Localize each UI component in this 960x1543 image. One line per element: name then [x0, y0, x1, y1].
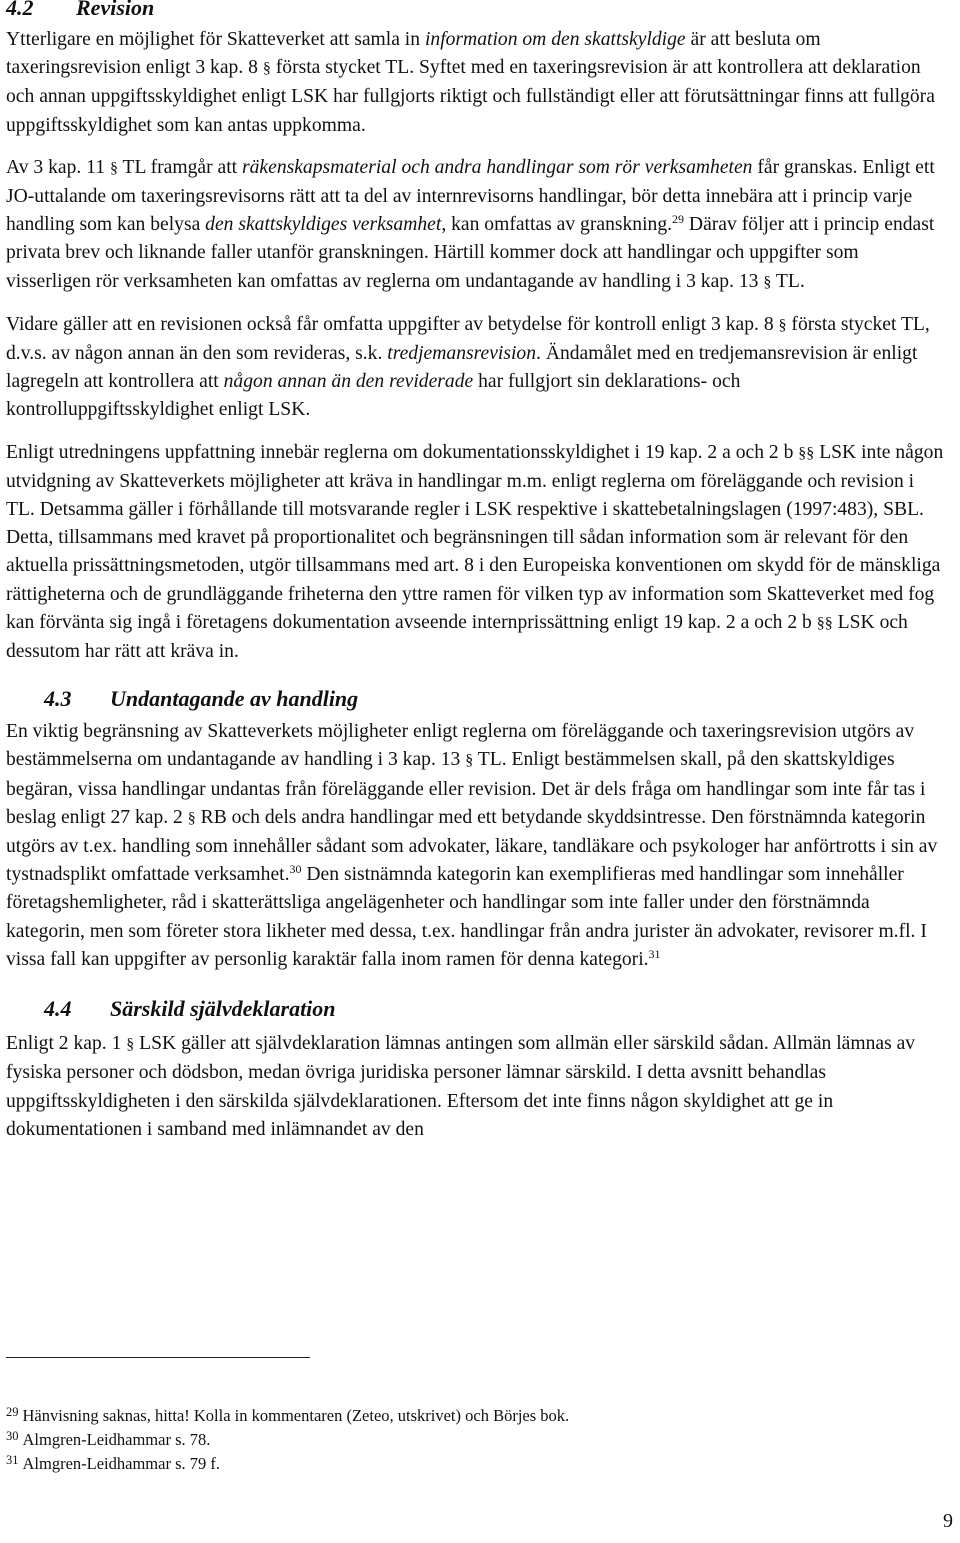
section-symbol: §	[763, 273, 772, 291]
italic-run: någon annan än den reviderade	[223, 371, 474, 393]
text-run: , kan omfattas av granskning.	[441, 214, 673, 236]
footnote-number: 30	[6, 1429, 19, 1443]
section-number: 4.2	[6, 0, 34, 20]
paragraph-6	[6, 1030, 946, 1144]
paragraph-3	[6, 311, 946, 425]
section-title: Undantagande av handling	[110, 686, 359, 712]
page-number: 9	[943, 1510, 953, 1532]
italic-run: räkenskapsmaterial och andra handlingar som rör verksamheten	[242, 156, 753, 178]
section-number: 4.3	[44, 686, 72, 712]
footnote-31	[6, 1450, 220, 1474]
footnote-29	[6, 1402, 569, 1426]
text-run: TL. Enligt bestämmelsen skall, på den skattskyldiges begäran, vissa handlingar undantas från föreläggande eller revision. Det är dels fråga om handlingar som inte får tas i beslag enligt 27 kap. 2	[6, 749, 926, 828]
text-run: LSK inte någon utvidgning av Skatteverkets möjligheter att kräva in handlingar m.m. enligt reglerna om föreläggande och revision i TL. Detsamma gäller i förhållande till motsvarande regler i LSK respektive i skattebetalningslagen (1997:483), SBL. Detta, tillsammans med kravet på proportionalitet och begränsningen till sådan information som är relevant för den aktuella prissättningsmetoden, utgör tillsammans med art. 8 i den Europeiska konventionen om skydd för de mänskliga rättigheterna och de grundläggande friheterna den yttre ramen för vilken typ av information som Skatteverket med fog kan förvänta sig ingå i företagens dokumentation avseende internprissättning enligt 19 kap. 2 a och 2 b	[6, 441, 944, 633]
paragraph-1	[6, 26, 946, 140]
footnote-30	[6, 1426, 210, 1450]
text-run: Enligt 2 kap. 1	[6, 1033, 127, 1055]
text-run: har fullgjort sin deklarations- och kontrolluppgiftsskyldighet enligt LSK.	[6, 371, 741, 421]
section-symbol: §	[262, 60, 271, 78]
text-run: TL.	[771, 270, 805, 292]
text-run: RB och dels andra handlingar med ett betydande skyddsintresse. Den förstnämnda kategorin utgörs av t.ex. handling som innehåller sådant som advokater, läkare, tandläkare och psykologer har anförtrotts i sin av tystnadsplikt omfattade verksamhet.	[6, 806, 938, 886]
text-run: LSK och dessutom har rätt att kräva in.	[6, 611, 908, 663]
footnote-text: Hänvisning saknas, hitta! Kolla in kommentaren (Zeteo, utskrivet) och Börjes bok.	[22, 1406, 570, 1425]
section-title: Revision	[76, 0, 155, 20]
paragraph-4	[6, 439, 946, 667]
italic-run: information om den skattskyldige	[424, 29, 686, 50]
text-run: Av 3 kap. 11	[6, 156, 110, 178]
section-heading-4-3	[6, 686, 946, 712]
text-run: LSK gäller att självdeklaration lämnas antingen som allmän eller särskild sådan. Allmän lämnas av fysiska personer och dödsbon, medan övriga juridiska personer lämnar särskild. I detta avsnitt behandlas uppgiftsskyldigheten i den särskilda självdeklarationen. Eftersom det inte finns någon skyldighet att ge in dokumentationen i samband med inlämnandet av den	[6, 1033, 916, 1140]
text-run: TL framgår att	[117, 156, 242, 178]
footnote-number: 29	[6, 1405, 19, 1419]
section-title: Särskild självdeklaration	[110, 996, 336, 1022]
text-run: första stycket TL, d.v.s. av någon annan än den som revideras, s.k.	[6, 313, 930, 365]
text-run: första stycket TL. Syftet med en taxeringsrevision är att kontrollera att deklaration och annan uppgiftsskyldighet enligt LSK har fullgjorts riktigt och fullständigt eller att förutsättningar finns att fullgöra uppgiftsskyldighet som kan antas uppkomma.	[6, 57, 935, 136]
section-symbol: §	[187, 809, 196, 827]
text-run: Vidare gäller att en revisionen också får omfatta uppgifter av betydelse för kontroll enligt 3 kap. 8	[6, 313, 779, 335]
footnote-text: Almgren-Leidhammar s. 79 f.	[22, 1454, 220, 1473]
text-run: Den sistnämnda kategorin kan exemplifieras med handlingar som innehåller företagshemligheter, råd i skatterättsliga angelägenheter och handlingar som inte faller under den förstnämnda kategorin, men som företer stora likheter med dessa, t.ex. handlingar från andra jurister än advokater, revisorer m.fl. I vissa fall kan uppgifter av personlig karaktär falla inom ramen för denna kategori.	[6, 864, 927, 970]
footnote-ref-30[interactable]: 30	[289, 862, 302, 877]
text-run: får granskas. Enligt ett JO-uttalande om taxeringsrevisorns rätt att ta del av internrevisorns handlingar, bör detta innebära att i princip varje handling som kan belysa	[6, 156, 935, 236]
footnote-number: 31	[6, 1453, 19, 1467]
page-body	[6, 0, 946, 1144]
paragraph-5	[6, 718, 946, 974]
text-run: Enligt utredningens uppfattning innebär reglerna om dokumentationsskyldighet i 19 kap. 2 a och 2 b	[6, 441, 799, 463]
section-heading-4-4	[6, 996, 946, 1022]
text-run: Ytterligare en möjlighet för Skatteverket att samla in	[6, 29, 425, 50]
paragraph-2	[6, 154, 946, 297]
section-symbol: §	[465, 752, 474, 770]
section-symbol: §	[109, 159, 118, 177]
footnote-separator	[6, 1357, 310, 1358]
section-number: 4.4	[44, 996, 72, 1022]
section-heading-4-2	[6, 0, 946, 21]
section-symbol: §§	[798, 444, 815, 462]
italic-run: tredjemansrevision	[387, 343, 537, 365]
text-run: En viktig begränsning av Skatteverkets möjligheter enligt reglerna om föreläggande och taxeringsrevision utgörs av bestämmelserna om undantagande av handling i 3 kap. 13	[6, 721, 915, 771]
text-run: är att besluta om taxeringsrevision enligt 3 kap. 8	[6, 29, 821, 79]
footnote-ref-31[interactable]: 31	[648, 946, 661, 961]
section-symbol: §§	[816, 614, 833, 632]
footnote-text: Almgren-Leidhammar s. 78.	[22, 1430, 211, 1449]
footnote-ref-29[interactable]: 29	[672, 212, 685, 227]
text-run: . Ändamålet med en tredjemansrevision är enligt lagregeln att kontrollera att	[6, 343, 918, 393]
italic-run: den skattskyldiges verksamhet	[205, 214, 442, 236]
text-run: Därav följer att i princip endast privata brev och liknande faller utanför granskningen. Härtill kommer dock att handlingar och uppgifter som visserligen rör verksamheten kan omfattas av reglerna om undantagande av handling i 3 kap. 13	[6, 214, 935, 292]
section-symbol: §	[126, 1036, 135, 1054]
section-symbol: §	[778, 316, 787, 334]
